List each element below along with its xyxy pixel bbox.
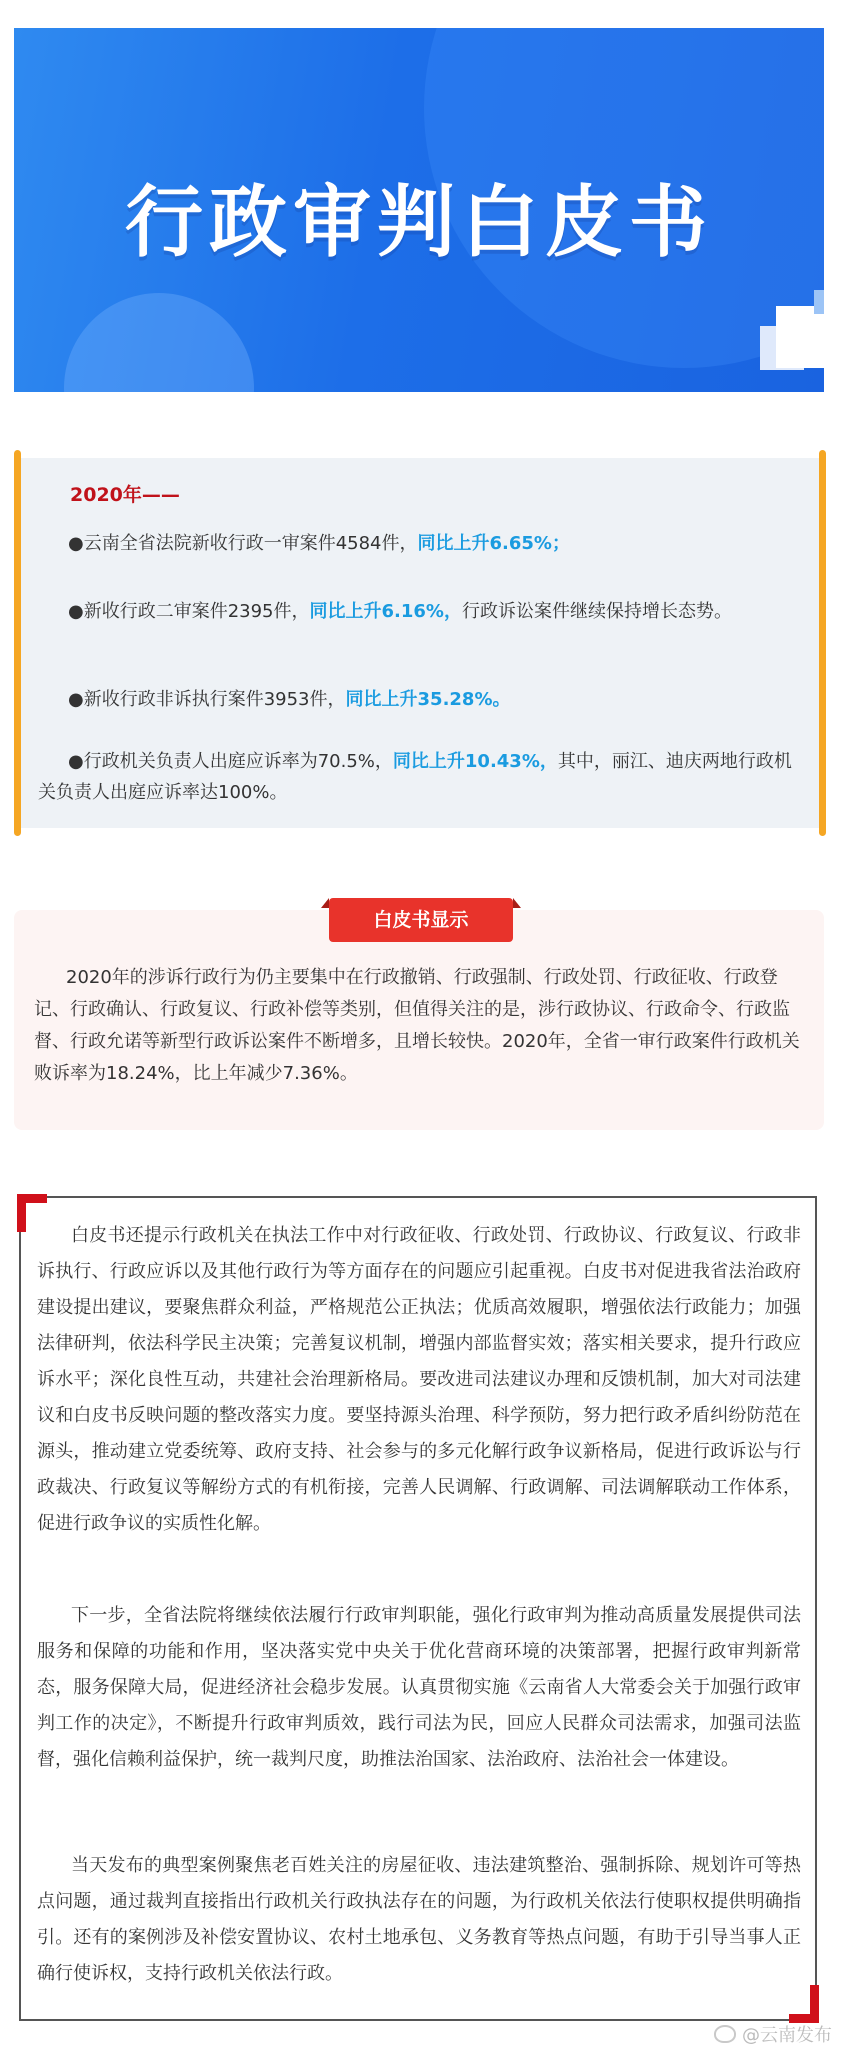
header-banner [14,28,824,392]
article-frame [19,1196,817,2021]
article-paragraph: 当天发布的典型案例聚焦老百姓关注的房屋征收、违法建筑整治、强制拆除、规划许可等热点问题，通过裁判直接指出行政机关行政执法存在的问题，为行政机关依法行使职权提供明确指引。还有的案例涉及补偿安置协议、农村土地承包、义务教育等热点问题，有助于引导当事人正确行使诉权，支持行政机关依法行政。 [37,1855,801,1984]
stats-item: ●新收行政非诉执行案件3953件，同比上升35.28%。 [68,689,511,710]
article-paragraph: 白皮书还提示行政机关在执法工作中对行政征收、行政处罚、行政协议、行政复议、行政非诉执行、行政应诉以及其他行政行为等方面存在的问题应引起重视。白皮书对促进我省法治政府建设提出建议，要聚焦群众利益，严格规范公正执法；优质高效履职，增强依法行政能力；加强法律研判，依法科学民主决策；完善复议机制，增强内部监督实效；落实相关要求，提升行政应诉水平；深化良性互动，共建社会治理新格局。要改进司法建议办理和反馈机制，加大对司法建议和白皮书反映问题的整改落实力度。要坚持源头治理、科学预防，努力把行政矛盾纠纷防范在源头，推动建立党委统筹、政府支持、社会参与的多元化解行政争议新格局，促进行政诉讼与行政裁决、行政复议等解纷方式的有机衔接，完善人民调解、行政调解、司法调解联动工作体系，促进行政争议的实质性化解。 [37,1225,801,1534]
frame-corner-top-left [17,1194,26,1232]
findings-text: 2020年的涉诉行政行为仍主要集中在行政撤销、行政强制、行政处罚、行政征收、行政登记、行政确认、行政复议、行政补偿等类别，但值得关注的是，涉行政协议、行政命令、行政监督、行政允诺等新型行政诉讼案件不断增多，且增长较快。2020年，全省一审行政案件行政机关败诉率为18.24%，比上年减少7.36%。 [34,967,800,1084]
stats-right-bar [819,450,826,836]
banner-circle [64,293,254,392]
watermark [714,2021,832,2047]
weibo-icon [714,2025,736,2043]
article-paragraph: 下一步，全省法院将继续依法履行行政审判职能，强化行政审判为推动高质量发展提供司法服务和保障的功能和作用，坚决落实党中央关于优化营商环境的决策部署，把握行政审判新常态，服务保障大局，促进经济社会稳步发展。认真贯彻实施《云南省人大常委会关于加强行政审判工作的决定》，不断提升行政审判质效，践行司法为民，回应人民群众司法需求，加强司法监督，强化信赖利益保护，统一裁判尺度，助推法治国家、法治政府、法治社会一体建设。 [37,1605,801,1770]
findings-tab-label: 白皮书显示 [329,898,513,942]
stats-item: ●行政机关负责人出庭应诉率为70.5%，同比上升10.43%，其中，丽江、迪庆两地行政机关负责人出庭应诉率达100%。 [38,751,792,803]
stats-item: ●云南全省法院新收行政一审案件4584件，同比上升6.65%； [68,533,570,554]
frame-corner-bottom-right [810,1985,819,2023]
watermark-text: @云南发布 [742,2025,832,2046]
stats-left-bar [14,450,21,836]
stats-box [18,458,822,828]
findings-box [14,910,824,1130]
banner-square-white [776,306,824,368]
banner-square-blue [814,290,824,314]
stats-item: ●新收行政二审案件2395件，同比上升6.16%，行政诉讼案件继续保持增长态势。 [68,601,732,622]
stats-year-label: 2020年—— [70,484,180,506]
banner-title: 行政审判白皮书 [124,178,713,268]
